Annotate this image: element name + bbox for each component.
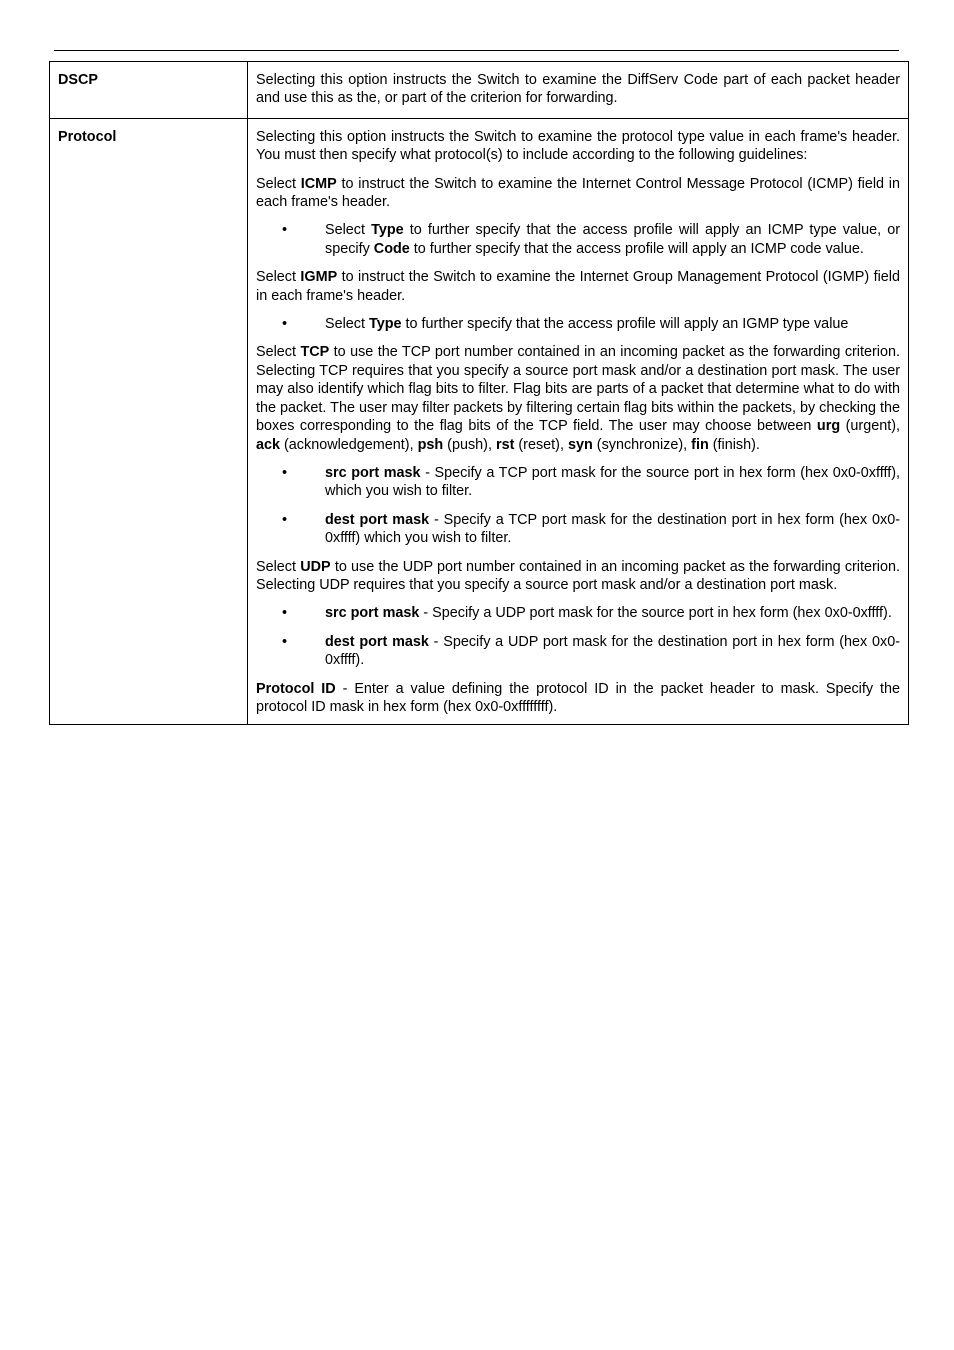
bullet: • — [282, 633, 288, 650]
table-row-dscp — [50, 62, 909, 119]
list-item: • Select Type to further specify that the access profile will apply an IGMP type value — [282, 316, 849, 333]
paragraph: Selecting this option instructs the Switch to examine the DiffServ Code part of each packet header and use this as the, or part of the criterion for forwarding. — [256, 72, 900, 107]
bullet: • — [282, 605, 288, 622]
list-item: • dest port mask - Specify a UDP port mask for the destination port in hex form (hex 0x0-0xffff). — [282, 633, 900, 669]
parameter-name: Protocol — [50, 118, 248, 725]
paragraph-igmp: Select IGMP to instruct the Switch to examine the Internet Group Management Protocol (IGMP) field in each frame's header. — [256, 269, 900, 304]
parameter-description — [248, 62, 909, 119]
paragraph-tcp: Select TCP to use the TCP port number contained in an incoming packet as the forwarding criterion. Selecting TCP requires that you specify a source port mask and/or a destination port mask. The user may also identify which flag bits to filter. Flag bits are parts of a packet that determine what to do with the packet. The user may filter packets by filtering certain flag bits within the packets, by checking the boxes corresponding to the flag bits of the TCP field. The user may choose between urg (urgent), ack (acknowledgement), psh (push), rst (reset), syn (synchronize), fin (finish). — [256, 344, 900, 453]
paragraph-intro: Selecting this option instructs the Switch to examine the protocol type value in each frame's header. You must then specify what protocol(s) to include according to the following guidelines: — [256, 128, 900, 164]
paragraph-icmp: Select ICMP to instruct the Switch to examine the Internet Control Message Protocol (ICMP) field in each frame's header. — [256, 175, 900, 211]
paragraph-udp: Select UDP to use the UDP port number contained in an incoming packet as the forwarding criterion. Selecting UDP requires that you specify a source port mask and/or a destination port mask. — [256, 558, 900, 593]
parameter-description — [248, 118, 909, 725]
parameter-table — [49, 61, 909, 725]
table-row-protocol — [50, 118, 909, 725]
bullet: • — [282, 316, 288, 333]
bullet: • — [282, 511, 288, 528]
list-item: • Select Type to further specify that the access profile will apply an ICMP type value, or specify Code to further specify that the access profile will apply an ICMP code value. — [282, 222, 900, 257]
list-item: • src port mask - Specify a TCP port mask for the source port in hex form (hex 0x0-0xffff), which you wish to filter. — [282, 464, 901, 500]
parameter-name: DSCP — [50, 62, 248, 119]
paragraph-protocol-id: Protocol ID - Enter a value defining the protocol ID in the packet header to mask. Specify the protocol ID mask in hex form (hex 0x0-0xffffffff). — [256, 680, 900, 715]
bullet: • — [282, 464, 288, 481]
bullet: • — [282, 222, 288, 239]
list-item: • src port mask - Specify a UDP port mask for the source port in hex form (hex 0x0-0xffff). — [282, 605, 892, 622]
header-rule — [54, 50, 899, 51]
list-item: • dest port mask - Specify a TCP port mask for the destination port in hex form (hex 0x0-0xffff) which you wish to filter. — [282, 511, 900, 547]
